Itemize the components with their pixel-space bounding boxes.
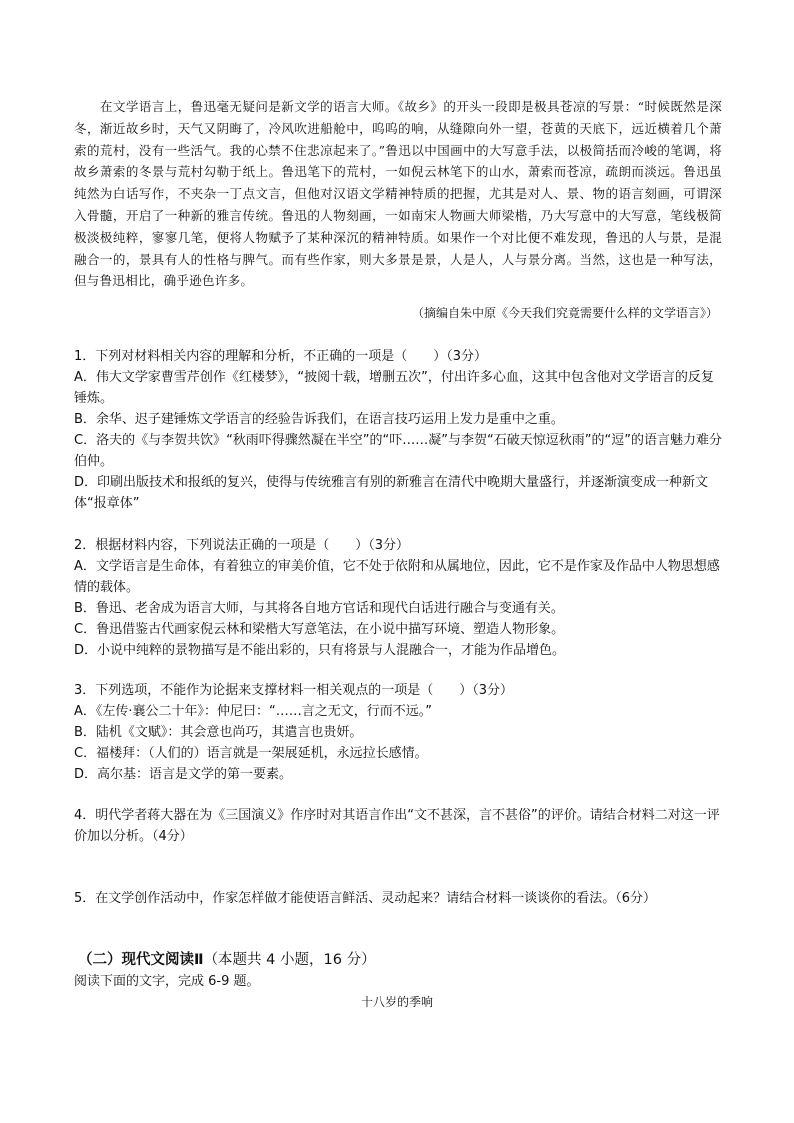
option-d: D．小说中纯粹的景物描写是不能出彩的，只有将景与人混融合一，才能为作品增色。 <box>74 643 566 658</box>
section-title-note: （本题共 4 小题，16 分） <box>203 952 376 968</box>
question-4 <box>74 805 724 847</box>
option-a: A．《左传·襄公二十年》：仲尼曰：“……言之无文，行而不远。” <box>74 704 432 719</box>
option-a: A．文学语言是生命体，有着独立的审美价值，它不处于依附和从属地位，因此，它不是作家及作品中人物思想感情的载体。 <box>74 559 720 595</box>
section-heading <box>78 948 376 969</box>
story-title: 十八岁的季响 <box>360 995 433 1009</box>
option-c: C．洛夫的《与李贺共饮》“秋雨吓得骤然凝在半空”的“吓……凝”与李贺“石破天惊逗秋雨”的“逗”的语言魅力难分伯仲。 <box>74 433 722 469</box>
option-a: A．伟大文学家曹雪芹创作《红楼梦》，“披阅十载，增删五次”，付出许多心血，这其中包含他对文学语言的反复锤炼。 <box>74 370 714 406</box>
passage-source: （摘编自朱中原《今天我们究竟需要什么样的文学语言》） <box>411 306 718 320</box>
question-stem: 2．根据材料内容，下列说法正确的一项是（ ）（3分） <box>74 538 410 553</box>
question-stem: 5．在文学创作活动中，作家怎样做才能使语言鲜活、灵动起来？请结合材料一谈谈你的看法。（6分） <box>74 891 657 906</box>
question-1 <box>74 346 724 514</box>
option-c: C．福楼拜：（人们的）语言就是一架展延机，永远拉长感情。 <box>74 746 428 761</box>
option-d: D．高尔基：语言是文学的第一要素。 <box>74 767 293 782</box>
option-c: C．鲁迅借鉴古代画家倪云林和梁楷大写意笔法，在小说中描写环境、塑造人物形象。 <box>74 622 565 637</box>
option-b: B．余华、迟子建锤炼文学语言的经验告诉我们，在语言技巧运用上发力是重中之重。 <box>74 412 564 427</box>
question-stem: 1．下列对材料相关内容的理解和分析，不正确的一项是（ ）（3分） <box>74 349 488 364</box>
option-d: D．印刷出版技术和报纸的复兴，使得与传统雅言有别的新雅言在清代中晚期大量盛行，并逐渐演变成一种新文体“报章体” <box>74 475 709 511</box>
section-title: （二）现代文阅读Ⅱ <box>78 952 204 968</box>
question-stem: 4．明代学者蒋大器在为《三国演义》作序时对其语言作出“文不甚深，言不甚俗”的评价。请结合材料二对这一评价加以分析。（4分） <box>74 808 720 844</box>
question-3 <box>74 680 724 785</box>
question-stem: 3．下列选项，不能作为论据来支撑材料一相关观点的一项是（ ）（3分） <box>74 683 514 698</box>
option-b: B．陆机《文赋》：其会意也尚巧，其遣言也贵妍。 <box>74 725 363 740</box>
passage-paragraph: 在文学语言上，鲁迅毫无疑问是新文学的语言大师。《故乡》的开头一段即是极具苍凉的写景：“时候既然是深冬，渐近故乡时，天气又阴晦了，冷风吹进船舱中，呜呜的响，从缝隙向外一望，苍黄的天底下，远近横着几个萧索的荒村，没有一些活气。我的心禁不住悲凉起来了。”鲁迅以中国画中的大写意手法，以极简括而冷峻的笔调，将故乡萧索的冬景与荒村勾勒于纸上。鲁迅笔下的荒村，一如倪云林笔下的山水，萧索而苍凉，疏朗而淡远。鲁迅虽纯然为白话写作，不夹杂一丁点文言，但他对汉语文学精神特质的把握，尤其是对人、景、物的语言刻画，可谓深入骨髓，开启了一种新的雅言传统。鲁迅的人物刻画，一如南宋人物画大师梁楷，乃大写意中的大写意，笔线极简极淡极纯粹，寥寥几笔，便将人物赋予了某种深沉的精神特质。如果作一个对比便不难发现，鲁迅的人与景，是混融合一的，景具有人的性格与脾气。而有些作家，则大多景是景，人是人，人与景分离。当然，这也是一种写法，但与鲁迅相比，确乎逊色许多。 <box>74 99 722 289</box>
section-instruction: 阅读下面的文字，完成 6-9 题。 <box>74 974 260 989</box>
question-5 <box>74 888 724 909</box>
option-b: B．鲁迅、老舍成为语言大师，与其将各自地方官话和现代白话进行融合与变通有关。 <box>74 601 564 616</box>
question-2 <box>74 535 724 661</box>
